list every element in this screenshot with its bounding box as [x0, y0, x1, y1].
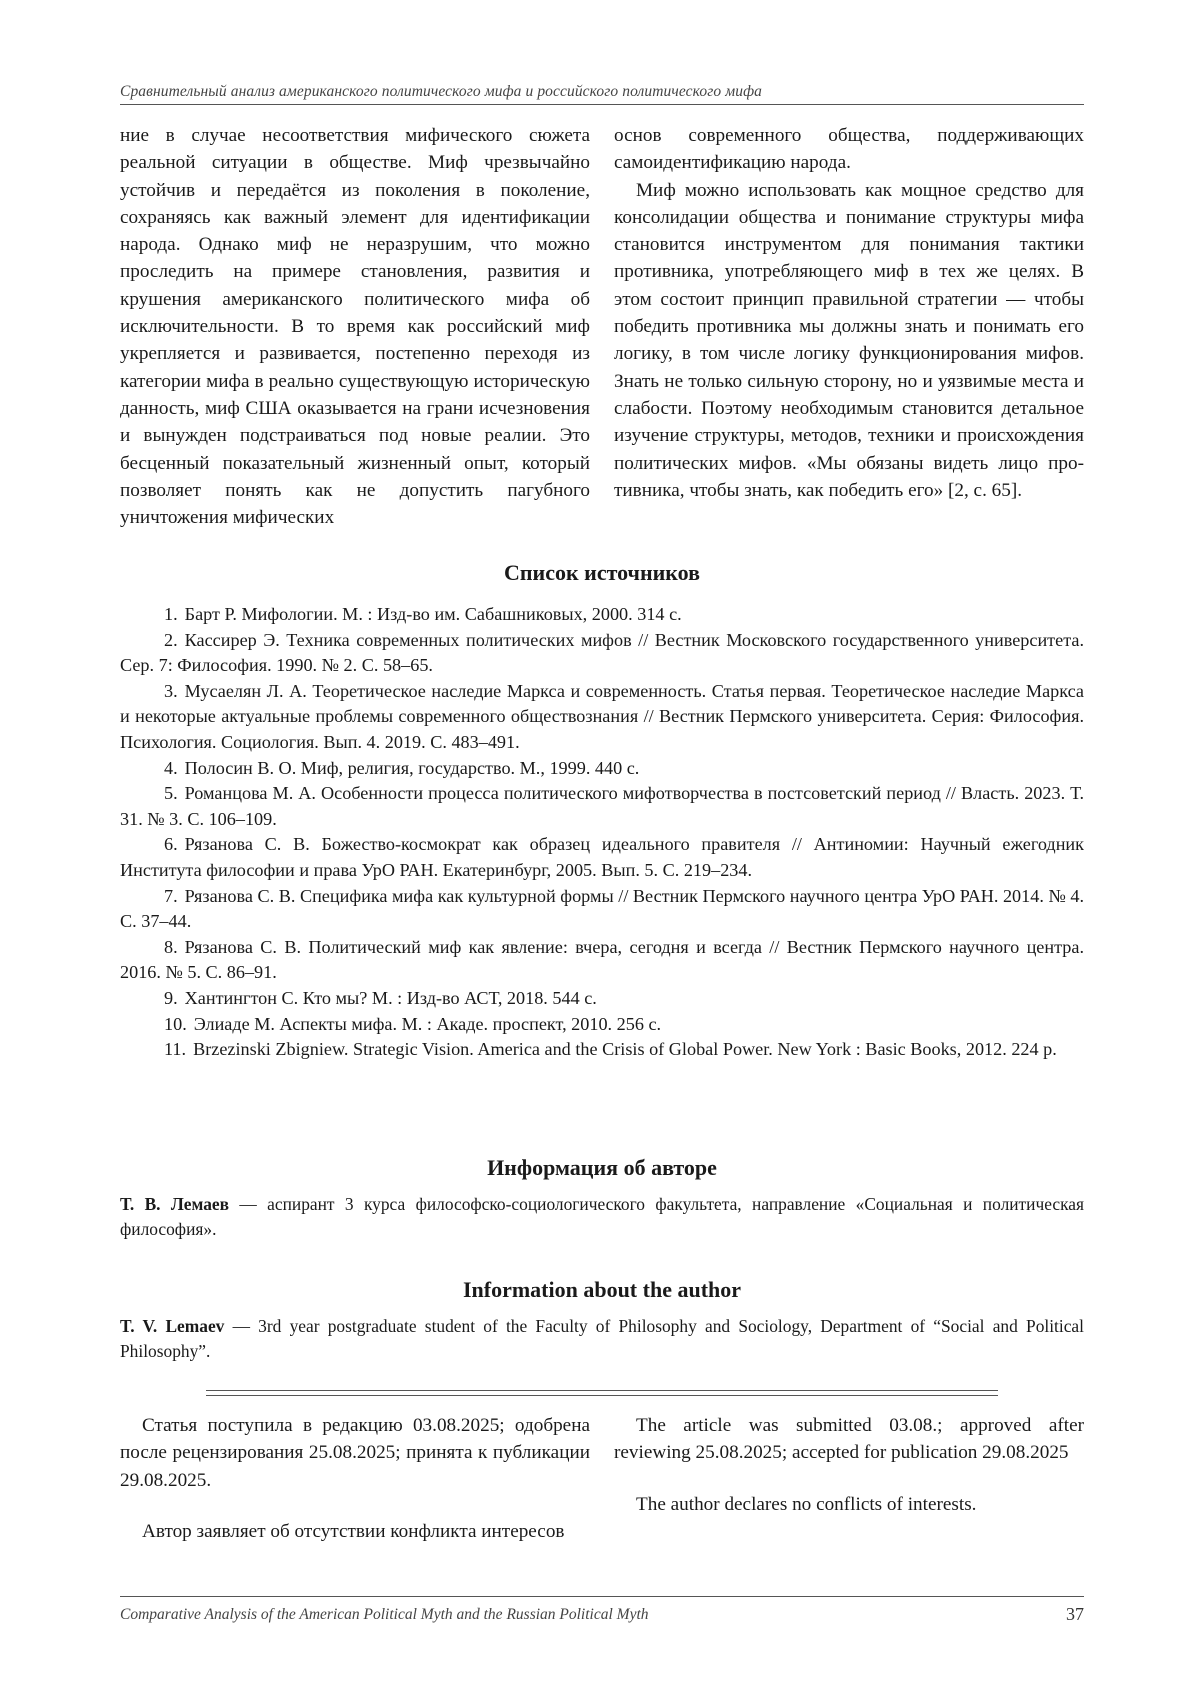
author-info-ru-heading: Информация об авторе	[487, 1155, 717, 1180]
right-paragraph-2: Миф можно использовать как мощное средство для консолидации общества и понимание структуры мифа становится инструментом для понимания тактики противника, употребляющего миф в тех же целях. В этом состоит принцип правильной стратегии — чтобы победить противника мы должны знать и понимать его логику, в том числе логику функционирования мифов. Знать не только сильную сторону, но и уязвимые места и слабости. Поэтому необходимым становится детальное изучение структуры, методов, техники и происхождения политических мифов. «Мы обязаны видеть лицо противника, чтобы знать, как победить его» [2, с. 65].	[614, 179, 1084, 501]
footer-rule	[120, 1596, 1084, 1597]
references-heading: Список источников	[503, 560, 701, 585]
author-name-en: T. V. Lemaev	[120, 1316, 225, 1336]
page-number: 37	[1066, 1604, 1084, 1624]
author-info-ru	[120, 1192, 1084, 1242]
right-paragraph-1: основ современного общества, поддерживающих самоидентификацию народа.	[614, 125, 1084, 174]
running-footer: Comparative Analysis of the American Political Myth and the Russian Political Myth	[120, 1606, 649, 1623]
author-name-ru: Т. В. Лемаев	[120, 1194, 229, 1214]
references-list	[120, 602, 1084, 1063]
reference-item: 1. Барт Р. Мифологии. М. : Изд-во им. Сабашниковых, 2000. 314 с.	[164, 604, 682, 624]
header-rule	[120, 104, 1084, 105]
author-info-en	[120, 1314, 1084, 1364]
journal-page	[120, 0, 1084, 1697]
right-column	[614, 122, 1084, 531]
author-info-en-heading: Information about the author	[462, 1277, 742, 1302]
running-header: Сравнительный анализ американского политического мифа и российского политического мифа	[120, 83, 763, 100]
author-desc-en: — 3rd year postgraduate student of the Faculty of Philosophy and Sociology, Department of “Social and Political Philosophy”.	[120, 1316, 1084, 1361]
reference-item: 8. Рязанова С. В. Политический миф как явление: вчера, сегодня и всегда // Вестник Пермского научного центра. 2016. № 5. С. 86–91.	[120, 936, 1084, 983]
left-paragraph-1: ние в случае несоответствия мифического сюжета реальной ситуации в обществе. Миф чрезвычайно устойчив и передаётся из поколения в поколение, сохраняясь как важный элемент для идентификации народа. Однако миф не неразрушим, что можно проследить на примере становления, развития и крушения американского политического мифа об исключительности. В то время как российский миф укрепляется и развивается, постепенно переходя из категории мифа в реально существующую историческую данность, миф США оказывается на грани исчезновения и вынужден подстраиваться под новые реалии. Это бесценный показательный жизненный опыт, который позволяет понять как не допустить пагубного уничтожения мифических	[120, 125, 590, 529]
reference-item: 11. Brzezinski Zbigniew. Strategic Vision. America and the Crisis of Global Power. New York : Basic Books, 2012. 224 p.	[164, 1039, 1057, 1060]
reference-item: 4. Полосин В. О. Миф, религия, государство. М., 1999. 440 с.	[164, 757, 640, 778]
reference-item: 7. Рязанова С. В. Специфика мифа как культурной формы // Вестник Пермского научного центра УрО РАН. 2014. № 4. С. 37–44.	[120, 885, 1084, 932]
article-meta	[120, 1412, 1084, 1545]
body-columns	[120, 122, 1084, 531]
meta-en-conflict: The author declares no conflicts of interests.	[636, 1493, 977, 1515]
meta-en-dates: The article was submitted 03.08.; approved after reviewing 25.08.2025; accepted for publication 29.08.2025	[614, 1415, 1084, 1464]
author-desc-ru: — аспирант 3 курса философско-социологического факультета, направление «Социальная и политическая философия».	[120, 1194, 1084, 1239]
left-column	[120, 122, 590, 531]
meta-ru-column	[120, 1412, 590, 1545]
reference-item: 10. Элиаде М. Аспекты мифа. М. : Акаде. проспект, 2010. 256 с.	[164, 1013, 662, 1034]
reference-item: 5. Романцова М. А. Особенности процесса политического мифотворчества в постсоветский период // Власть. 2023. Т. 31. № 3. С. 106–109.	[120, 783, 1084, 829]
reference-item: 9. Хантингтон С. Кто мы? М. : Изд-во АСТ, 2018. 544 с.	[164, 987, 597, 1008]
reference-item: 3. Мусаелян Л. А. Теоретическое наследие Маркса и современность. Статья первая. Теоретическое наследие Маркса и некоторые актуальные проблемы современного обществознания // Вестник Пермского университета. Серия: Философия. Психология. Социология. Вып. 4. 2019. С. 483–491.	[120, 680, 1084, 752]
meta-ru-conflict: Автор заявляет об отсутствии конфликта интересов	[142, 1520, 565, 1542]
reference-item: 6. Рязанова С. В. Божество-космократ как образец идеального правителя // Антиномии: Научный ежегодник Института философии и права УрО РАН. Екатеринбург, 2005. Вып. 5. С. 219–234.	[120, 834, 1084, 880]
meta-en-column	[614, 1412, 1084, 1545]
meta-ru-dates: Статья поступила в редакцию 03.08.2025; одобрена после рецензирования 25.08.2025; принята к публикации 29.08.2025.	[120, 1415, 590, 1491]
separator-double-rule	[206, 1390, 998, 1396]
reference-item: 2. Кассирер Э. Техника современных политических мифов // Вестник Московского государственного университета. Сер. 7: Философия. 1990. № 2. С. 58–65.	[120, 629, 1084, 676]
